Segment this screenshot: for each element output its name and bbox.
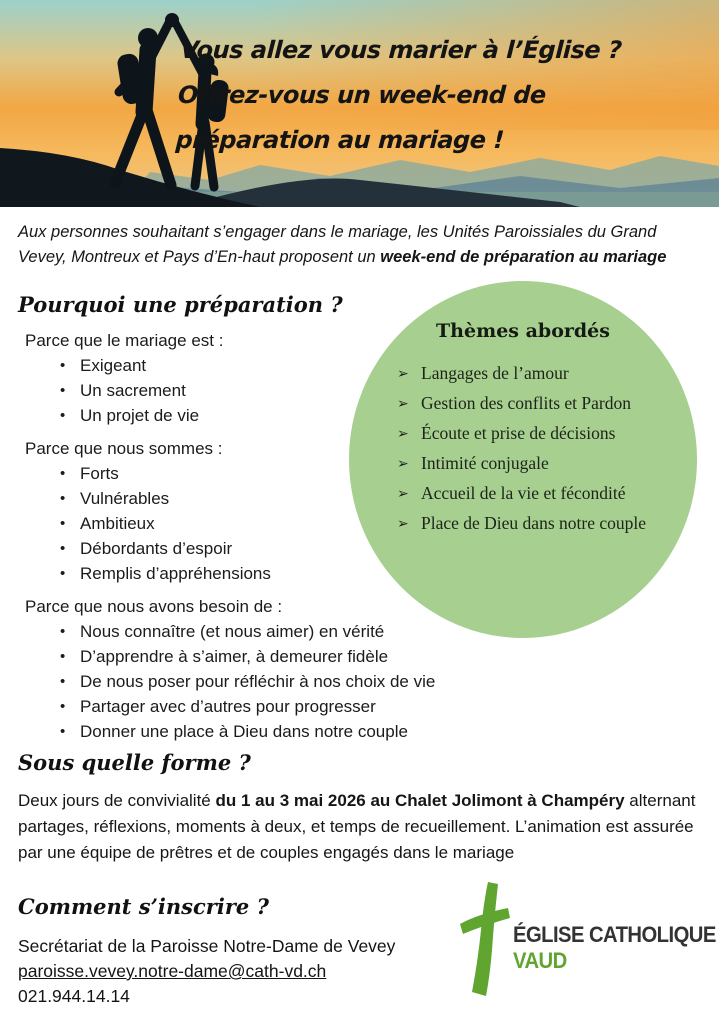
arrow-bullet-icon: ➢ bbox=[397, 427, 409, 442]
form-heading: Sous quelle forme ? bbox=[18, 750, 251, 775]
form-text: alternant partages, réflexions, moments à deux, et temps de recueillement. L’animation est assurée par une équipe de prêtres et de couples engagés dans le mariage bbox=[18, 791, 696, 862]
theme-item-label: Écoute et prise de décisions bbox=[421, 423, 616, 443]
hero-banner bbox=[0, 0, 719, 207]
themes-title: Thèmes abordés bbox=[436, 320, 610, 342]
theme-item-label: Place de Dieu dans notre couple bbox=[421, 513, 646, 533]
arrow-bullet-icon: ➢ bbox=[397, 367, 409, 382]
list-item bbox=[25, 644, 485, 669]
list-item-label: Forts bbox=[80, 464, 119, 483]
list-item bbox=[25, 694, 485, 719]
themes-list bbox=[349, 359, 697, 539]
list-item-label: Nous connaître (et nous aimer) en vérité bbox=[80, 622, 385, 641]
list-item-label: Remplis d’appréhensions bbox=[80, 564, 271, 583]
list-item-label: Donner une place à Dieu dans notre couple bbox=[80, 722, 408, 741]
list-item-label: Exigeant bbox=[80, 356, 147, 375]
bullet-dot-icon: • bbox=[60, 698, 66, 715]
bullet-dot-icon: • bbox=[60, 723, 66, 740]
bullet-dot-icon: • bbox=[60, 565, 66, 582]
bullet-dot-icon: • bbox=[60, 673, 66, 690]
theme-item bbox=[349, 389, 697, 419]
bullet-list bbox=[25, 619, 485, 744]
theme-item bbox=[349, 419, 697, 449]
form-text-bold: du 1 au 3 mai 2026 au Chalet Jolimont à Champéry bbox=[215, 791, 625, 810]
form-paragraph bbox=[18, 788, 706, 866]
bullet-dot-icon: • bbox=[60, 515, 66, 532]
bullet-dot-icon: • bbox=[60, 648, 66, 665]
logo-text bbox=[513, 922, 716, 974]
list-item bbox=[25, 619, 485, 644]
hero-title bbox=[174, 28, 622, 163]
contact-org: Secrétariat de la Paroisse Notre-Dame de Vevey bbox=[18, 936, 396, 956]
logo-line-vaud: VAUD bbox=[513, 948, 567, 973]
group-label: Parce que nous avons besoin de : bbox=[25, 597, 283, 616]
list-item-label: Ambitieux bbox=[80, 514, 155, 533]
arrow-bullet-icon: ➢ bbox=[397, 397, 409, 412]
bullet-dot-icon: • bbox=[60, 407, 66, 424]
bullet-dot-icon: • bbox=[60, 382, 66, 399]
list-item-label: D’apprendre à s’aimer, à demeurer fidèle bbox=[80, 647, 389, 666]
theme-item bbox=[349, 449, 697, 479]
bullet-dot-icon: • bbox=[60, 357, 66, 374]
group-label: Parce que nous sommes : bbox=[25, 439, 223, 458]
themes-circle bbox=[349, 281, 697, 638]
bullet-dot-icon: • bbox=[60, 540, 66, 557]
list-item-label: Partager avec d’autres pour progresser bbox=[80, 697, 376, 716]
hero-title-line: Vous allez vous marier à l’Église ? bbox=[179, 36, 623, 64]
intro-paragraph bbox=[18, 220, 708, 270]
theme-item-label: Langages de l’amour bbox=[421, 363, 569, 383]
list-item-label: De nous poser pour réfléchir à nos choix de vie bbox=[80, 672, 436, 691]
cross-icon bbox=[458, 880, 510, 998]
theme-item bbox=[349, 359, 697, 389]
list-item bbox=[25, 669, 485, 694]
catholic-church-vaud-logo bbox=[458, 880, 724, 998]
list-item-label: Débordants d’espoir bbox=[80, 539, 233, 558]
theme-item-label: Accueil de la vie et fécondité bbox=[421, 483, 626, 503]
email-link[interactable]: paroisse.vevey.notre-dame@cath-vd.ch bbox=[18, 961, 327, 981]
arrow-bullet-icon: ➢ bbox=[397, 517, 409, 532]
why-heading: Pourquoi une préparation ? bbox=[18, 292, 343, 317]
theme-item bbox=[349, 479, 697, 509]
intro-text-bold: week-end de préparation au mariage bbox=[380, 248, 667, 266]
list-item-label: Un sacrement bbox=[80, 381, 186, 400]
group-label: Parce que le mariage est : bbox=[25, 331, 224, 350]
arrow-bullet-icon: ➢ bbox=[397, 487, 409, 502]
list-item-label: Un projet de vie bbox=[80, 406, 200, 425]
theme-item-label: Gestion des conflits et Pardon bbox=[421, 393, 631, 413]
hero-title-line: Offrez-vous un week-end de bbox=[177, 81, 547, 109]
list-item bbox=[25, 719, 485, 744]
contact-phone: 021.944.14.14 bbox=[18, 986, 130, 1006]
list-item-label: Vulnérables bbox=[80, 489, 170, 508]
bullet-dot-icon: • bbox=[60, 465, 66, 482]
form-text: Deux jours de convivialité bbox=[18, 791, 216, 810]
arrow-bullet-icon: ➢ bbox=[397, 457, 409, 472]
hero-title-line: préparation au mariage ! bbox=[174, 126, 505, 154]
bullet-dot-icon: • bbox=[60, 623, 66, 640]
logo-line-eglise-catholique: ÉGLISE CATHOLIQUE bbox=[513, 922, 716, 947]
intro-text: Aux personnes souhaitant s’engager dans le mariage, les Unités Paroissiales du Grand Vevey, Montreux et Pays d’En-haut proposent un bbox=[18, 223, 657, 266]
theme-item-label: Intimité conjugale bbox=[421, 453, 549, 473]
theme-item bbox=[349, 509, 697, 539]
bullet-dot-icon: • bbox=[60, 490, 66, 507]
enroll-heading: Comment s’inscrire ? bbox=[18, 894, 269, 919]
